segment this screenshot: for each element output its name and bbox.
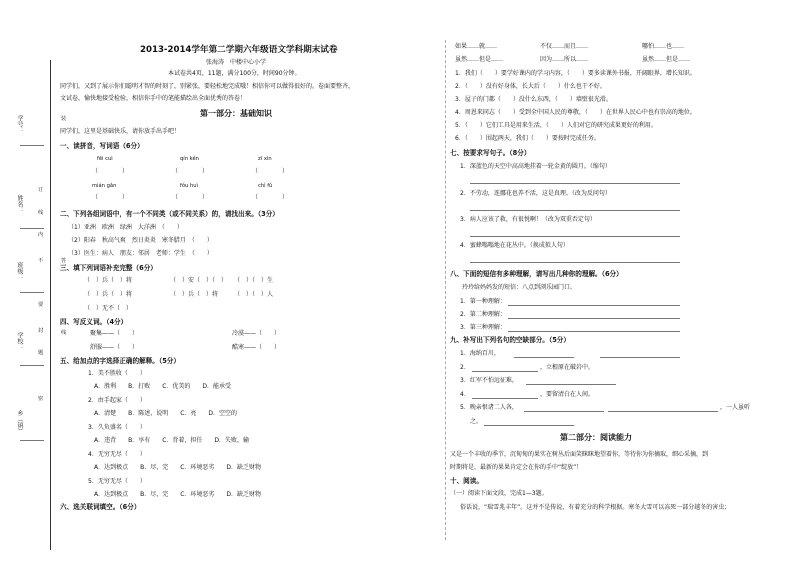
q5-options: A．胜利 B．打败 C．优美的 D．能承受 bbox=[94, 383, 232, 390]
conj-item: 2．（ ）没有好身体，长大后（ ）什么也干不好。 bbox=[455, 83, 606, 90]
q5-title: 五、给加点的字选择正确的解释。（5分） bbox=[60, 357, 180, 365]
answer-line[interactable] bbox=[508, 305, 680, 306]
q5-options: A．达到极点 B．尽，完 C．环境恶劣 D．缺乏财物 bbox=[94, 491, 262, 498]
binding-label-town: 乡（镇） bbox=[16, 410, 23, 434]
q9-suffix: ，一人虽听 bbox=[720, 404, 751, 411]
pinyin: qín kěn bbox=[180, 156, 199, 162]
q10-text: 俗话说，“瑞雪兆丰年”。这并不是传说，有着充分的科学根据。寒冬大雪可以冻死一部分越冬的害虫； bbox=[460, 504, 731, 511]
q5-question: 1．美不胜收（ ） bbox=[88, 370, 146, 377]
q4-item: 酷寒——（ ） bbox=[232, 344, 281, 351]
conj-item: 4．周恩来同志（ ）受到全中国人民的尊敬，（ ）在世界人民心中也有崇高的地位。 bbox=[455, 109, 696, 116]
conjunction: 因为……所以…… bbox=[540, 56, 589, 63]
answer-line[interactable] bbox=[600, 357, 680, 358]
q1-title: 一、读拼音，写词语（6分） bbox=[60, 142, 144, 150]
q3-item: （ ）安（ ）（ ） bbox=[170, 277, 228, 284]
part2-title: 第二部分：阅读能力 bbox=[560, 433, 632, 442]
answer-line[interactable] bbox=[470, 183, 680, 184]
q4-title: 四、写反义词。（4分） bbox=[60, 318, 128, 326]
q3-item: （ ）兵（ ）将 bbox=[170, 291, 219, 298]
seal-word: 要 bbox=[38, 302, 44, 308]
binding-label-name: 姓名： bbox=[16, 195, 23, 213]
seal-word: 不 bbox=[38, 258, 44, 264]
part1-title: 第一部分：基础知识 bbox=[200, 109, 272, 118]
q2-item: （3）医生：病人 朋友：邻居 老师：学生 （ ） bbox=[68, 250, 213, 257]
q3-item: （ ）无不（ ） bbox=[84, 305, 133, 312]
seal-word: 密 bbox=[38, 396, 44, 402]
binding-underline bbox=[20, 365, 44, 366]
q8-sentence: 玲玲给妈妈发的短信：八点到浏乐园门口。 bbox=[462, 284, 577, 291]
q9-item: 4． bbox=[460, 391, 470, 398]
part2-intro: 时期将是，最新的果果肯定会在你的手中“绽放”！ bbox=[450, 464, 583, 471]
q9-title: 九、补写出下列名句的空缺部分。（5分） bbox=[450, 336, 570, 344]
q4-item: 冷漠——（ ） bbox=[232, 330, 281, 337]
q5-question: 5．无穷无尽（ ） bbox=[88, 478, 146, 485]
pinyin: fǒu huì bbox=[180, 183, 198, 189]
answer-line[interactable] bbox=[608, 411, 718, 412]
q9-item: 5．晚亲恨诸二人各， bbox=[460, 404, 518, 411]
answer-line[interactable] bbox=[470, 236, 680, 237]
binding-label-class: 班级： bbox=[16, 262, 23, 280]
seal-word: 线 bbox=[61, 330, 67, 336]
binding-underline bbox=[20, 292, 44, 293]
q9-suffix: ，立根原在破岩中。 bbox=[540, 364, 595, 371]
exam-info: 本试卷共4页，11题，满分100分，时间90分钟。 bbox=[168, 70, 301, 77]
q5-options: A．清楚 B．陈述，说明 C．亮 D．空空的 bbox=[94, 410, 238, 417]
q5-question: 3．久负盛名（ ） bbox=[88, 424, 146, 431]
answer-line[interactable] bbox=[484, 425, 574, 426]
q9-suffix: ，要留清白在人间。 bbox=[540, 391, 595, 398]
exam-intro: 同学们，又到了展示你们聪明才智的时刻了，别紧张，要轻松地完成哦！相信你可以做得很好的。卷面要整齐， bbox=[60, 83, 355, 90]
pinyin: zī xìn bbox=[258, 156, 272, 162]
part1-greeting: 同学们，这里是基础快乐，请你放手出手吧！ bbox=[60, 128, 181, 135]
q10-title: 十、阅读。 bbox=[450, 477, 483, 485]
q7-item: 2．不劳动，连挪花也养不活，这是真理。（改为反问句） bbox=[460, 190, 611, 197]
pinyin: mián gǎn bbox=[92, 183, 117, 189]
q8-item: 2．第二种理解： bbox=[460, 311, 506, 318]
q4-item: 聚集——（ ） bbox=[90, 330, 139, 337]
answer-line[interactable] bbox=[526, 384, 616, 385]
q8-item: 1．第一种理解： bbox=[460, 298, 506, 305]
q8-item: 3．第三种理解： bbox=[460, 324, 506, 331]
q5-options: A．违背 B．享有 C．背着，担任 D．失败，输 bbox=[94, 437, 250, 444]
q7-item: 1．深蓝色的天空中高高地挂着一轮金黄的圆月。（缩句） bbox=[460, 163, 611, 170]
column-divider bbox=[445, 40, 446, 540]
pinyin: chì fǔ bbox=[258, 183, 273, 189]
q4-item: 舒服——（ ） bbox=[90, 344, 139, 351]
q3-item: （ ）（ ）生 bbox=[234, 277, 274, 284]
binding-underline bbox=[20, 440, 44, 441]
exam-authors: 张海涛 中楼中心小学 bbox=[206, 59, 267, 66]
seal-word: 装 bbox=[61, 116, 67, 122]
answer-line[interactable] bbox=[508, 318, 680, 319]
q6-title: 六、选关联词填空。（6分） bbox=[60, 503, 141, 511]
q2-title: 二、下列各组词语中，有一个不同类（或不同关系）的，请找出来。（3分） bbox=[60, 210, 279, 218]
answer-bracket[interactable]: （ ） bbox=[252, 168, 289, 175]
seal-word: 封 bbox=[38, 328, 44, 334]
conjunction: 不仅……而且…… bbox=[540, 43, 589, 50]
q3-item: （ ）兵（ ）将 bbox=[84, 291, 133, 298]
answer-line[interactable] bbox=[472, 371, 538, 372]
conj-item: 1．我们（ ）要学好课内的学习内容，（ ）要多读课外书报，开阔眼界，增长知识。 bbox=[455, 70, 696, 77]
q5-question: 4．无穷无尽（ ） bbox=[88, 451, 146, 458]
answer-line[interactable] bbox=[508, 331, 680, 332]
q3-item: （ ）（ ）人 bbox=[234, 291, 274, 298]
answer-bracket[interactable]: （ ） bbox=[172, 168, 209, 175]
q9-item: 2． bbox=[460, 364, 470, 371]
conj-item: 6．（ ）围起两天，我们（ ）要按时完成任务。 bbox=[455, 135, 600, 142]
q7-item: 3．病人应该了救，有很悦啊！（改为双重否定句） bbox=[460, 216, 596, 223]
q5-question: 2．由手起家（ ） bbox=[88, 397, 146, 404]
q2-item: （1）亚洲 欧洲 绿洲 大洋洲 （ ） bbox=[68, 224, 183, 231]
answer-line[interactable] bbox=[524, 411, 604, 412]
answer-bracket[interactable]: （ ） bbox=[172, 194, 209, 201]
seal-word: 线 bbox=[38, 210, 44, 216]
q10-sub: （一）阅读下面文段，完成1—3题。 bbox=[450, 490, 548, 497]
q2-item: （2）阳春 秋高气爽 烈日炎炎 寒冬腊月 （ ） bbox=[68, 237, 213, 244]
binding-label-number: 学号： bbox=[16, 115, 23, 133]
q7-item: 4．蜜蜂嗡嗡地在花丛中。（换成拟人句） bbox=[460, 242, 569, 249]
q9-item: 3．红军不怕远征难， bbox=[460, 377, 518, 384]
q3-item: （ ）兵（ ）将 bbox=[84, 277, 133, 284]
binding-line bbox=[50, 60, 51, 550]
conjunction: 哪怕……也…… bbox=[642, 43, 685, 50]
exam-intro: 文试卷，愉快地接受检验，相信你手中的笔能描绘出全面优秀的答卷！ bbox=[60, 95, 247, 102]
seal-word: 内 bbox=[38, 232, 44, 238]
part2-intro: 又是一个丰收的季节，沉甸甸的果实在树丛后面笑眯眯地望着你，等待你为你摘取，细心采摘，到 bbox=[450, 451, 709, 458]
conjunction: 如果……就…… bbox=[455, 43, 498, 50]
binding-underline bbox=[20, 145, 44, 146]
q9-item: 1．海纳百川， bbox=[460, 350, 500, 357]
q9-extra: 之。 bbox=[470, 418, 483, 425]
binding-underline bbox=[20, 228, 44, 229]
answer-bracket[interactable]: （ ） bbox=[92, 194, 129, 201]
pinyin: fēi cuì bbox=[97, 156, 113, 162]
answer-line[interactable] bbox=[514, 357, 574, 358]
seal-word: 题 bbox=[38, 350, 44, 356]
q5-options: A．达到极点 B．尽，完 C．环境恶劣 D．缺乏财物 bbox=[94, 464, 262, 471]
conjunction: 虽然……但是…… bbox=[455, 56, 504, 63]
q8-title: 八、下面的短信有多种理解，请写出几种你的理解。（6分） bbox=[450, 270, 623, 278]
seal-word: 订 bbox=[38, 187, 44, 193]
binding-label-school: 学校： bbox=[16, 332, 23, 350]
exam-title: 2013-2014学年第二学期六年级语文学科期末试卷 bbox=[140, 45, 338, 55]
answer-line[interactable] bbox=[470, 262, 680, 263]
q3-title: 三、填下列词语补充完整（6分） bbox=[60, 264, 157, 272]
answer-line[interactable] bbox=[470, 210, 680, 211]
conj-item: 3．屋子的门都（ ）没什么东西，（ ）墙壁很光滑。 bbox=[455, 96, 612, 103]
answer-bracket[interactable]: （ ） bbox=[92, 168, 129, 175]
conjunction: 虽然……但是…… bbox=[642, 56, 691, 63]
seal-word: 答 bbox=[61, 258, 67, 264]
q7-title: 七、按要求写句子。（8分） bbox=[450, 149, 531, 157]
answer-bracket[interactable]: （ ） bbox=[252, 194, 289, 201]
conj-item: 5．（ ）它们工具是用来生活，（ ）人们对它的研究成果更好的利用。 bbox=[455, 122, 657, 129]
answer-line[interactable] bbox=[472, 398, 538, 399]
